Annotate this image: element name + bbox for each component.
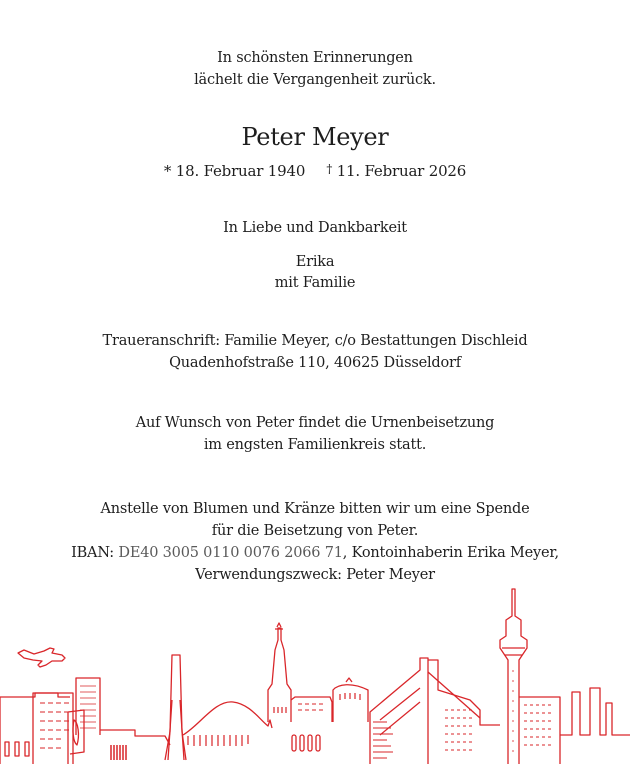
address-line-2: Quadenhofstraße 110, 40625 Düsseldorf xyxy=(169,355,461,371)
birth-symbol: * xyxy=(163,162,172,180)
closing-phrase: In Liebe und Dankbarkeit xyxy=(223,220,407,236)
iban-account-holder: , Kontoinhaberin Erika Meyer, xyxy=(342,545,559,561)
deceased-name: Peter Meyer xyxy=(241,123,389,151)
quote-line-2: lächelt die Vergangenheit zurück. xyxy=(194,72,436,88)
death-symbol: † xyxy=(326,162,333,176)
city-skyline-illustration xyxy=(0,580,630,764)
donation-line-2: für die Beisetzung von Peter. xyxy=(211,523,419,539)
donation-iban-line xyxy=(0,543,630,563)
iban-number: DE40 3005 0110 0076 2066 71 xyxy=(118,545,343,561)
mourner-name: Erika xyxy=(295,254,335,270)
airplane-icon xyxy=(18,648,65,667)
address-line-1: Traueranschrift: Familie Meyer, c/o Bestattungen Dischleid xyxy=(102,333,528,349)
burial-line-2: im engsten Familienkreis statt. xyxy=(203,437,427,453)
donation-reference: Verwendungszweck: Peter Meyer xyxy=(195,567,435,583)
death-date: 11. Februar 2026 xyxy=(336,162,467,180)
iban-label: IBAN: xyxy=(71,545,119,561)
burial-line-1: Auf Wunsch von Peter findet die Urnenbeisetzung xyxy=(135,415,495,431)
mourner-family: mit Familie xyxy=(274,275,356,291)
quote-line-1: In schönsten Erinnerungen xyxy=(217,50,413,66)
birth-date: 18. Februar 1940 xyxy=(175,162,306,180)
life-dates xyxy=(0,159,630,181)
donation-line-1: Anstelle von Blumen und Kränze bitten wir um eine Spende xyxy=(100,501,530,517)
